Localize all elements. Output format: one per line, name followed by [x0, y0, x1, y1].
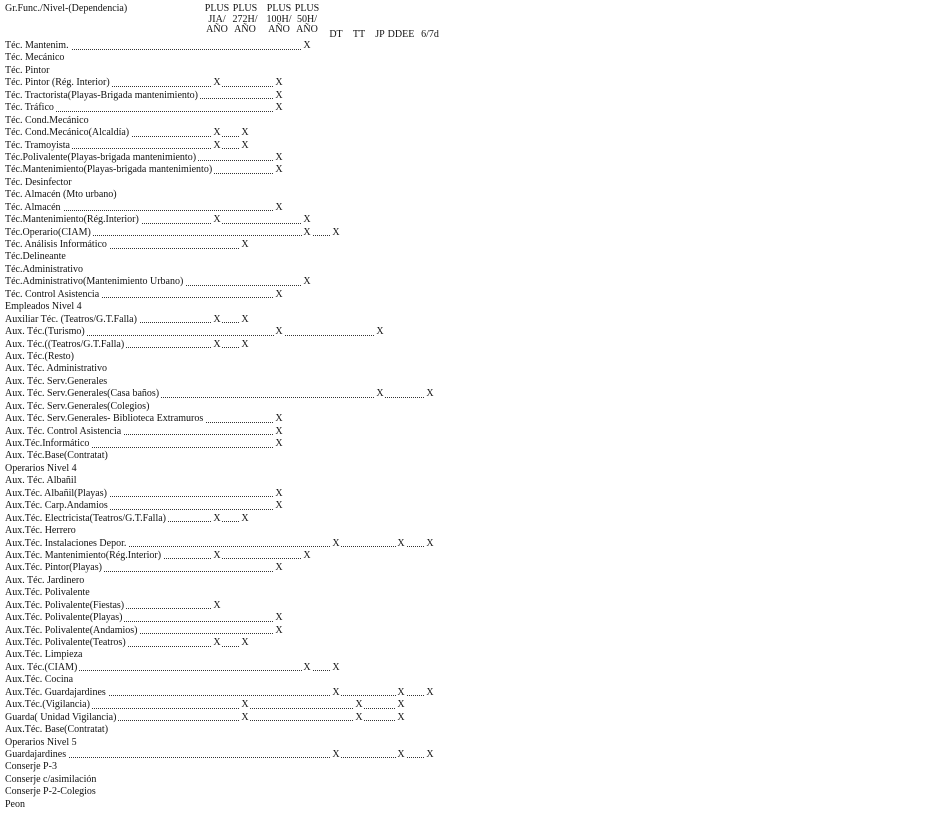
row-label: Aux.Téc. Limpieza [5, 649, 83, 661]
mark-h272: X [241, 239, 249, 250]
table-row [0, 761, 946, 773]
table-row [0, 127, 946, 139]
table-row [0, 276, 946, 288]
row-label: Aux. Téc. Serv.Generales [5, 375, 108, 387]
mark-h272: X [241, 637, 249, 648]
header-line: 50H/ [297, 13, 317, 25]
mark-h100: X [275, 326, 283, 338]
table-row [0, 488, 946, 500]
table-row [0, 189, 946, 201]
table-row [0, 587, 946, 599]
table-row [0, 40, 946, 52]
table-row [0, 289, 946, 301]
dotted-leader [40, 210, 279, 211]
mark-jia: X [213, 637, 221, 648]
row-label: Téc.Mantenimiento(Playas-brigada mantenimiento) [5, 164, 213, 176]
row-label: Aux.Téc.(Vigilancia) [5, 699, 90, 711]
header-line: DT [329, 29, 343, 40]
dotted-leader [40, 111, 279, 112]
header-line: 100H/ [266, 13, 292, 25]
row-label: Aux. Téc. Serv.Generales(Casa baños) [5, 388, 160, 400]
table-row [0, 177, 946, 189]
mark-tt: X [355, 711, 363, 723]
table-row [0, 500, 946, 512]
mark-dt: X [332, 537, 340, 549]
row-label: Guardajardines [5, 748, 67, 760]
table-row [0, 77, 946, 89]
row-label: Aux.Téc. Polivalente(Andamios) [5, 624, 138, 636]
mark-d67: X [426, 686, 434, 698]
row-label: Téc.Operario(CIAM) [5, 226, 91, 238]
row-label: Aux.Téc. Cocina [5, 674, 74, 686]
table-row [0, 662, 946, 674]
row-label: Téc. Control Asistencia [5, 288, 100, 300]
table-row [0, 550, 946, 562]
mark-h100: X [275, 612, 283, 624]
mark-d67: X [426, 748, 434, 760]
row-label: Aux. Téc.(Turismo) [5, 326, 85, 338]
table-row [0, 102, 946, 114]
row-label: Aux.Téc. Instalaciones Depor. [5, 537, 127, 549]
row-label: Aux.Téc. Albañil(Playas) [5, 487, 107, 499]
mark-h100: X [275, 500, 283, 512]
row-label: Operarios Nivel 5 [5, 736, 77, 748]
row-label: Auxiliar Téc. (Teatros/G.T.Falla) [5, 313, 137, 325]
mark-ddee: X [397, 748, 405, 760]
header-line: AÑO [268, 24, 290, 35]
mark-h272: X [241, 699, 249, 711]
table-row [0, 712, 946, 724]
mark-h100: X [275, 201, 283, 213]
mark-ddee: X [397, 686, 405, 698]
table-row [0, 65, 946, 77]
row-label: Téc. Análisis Informático [5, 239, 107, 250]
mark-d67: X [426, 388, 434, 400]
mark-jia: X [213, 139, 221, 151]
table-row [0, 426, 946, 438]
header-line: TT [352, 29, 366, 40]
row-label: Téc.Delineante [5, 251, 66, 263]
row-label: Téc. Tráfico [5, 102, 54, 114]
header-first-column: Gr.Func./Nivel-(Dependencia) [5, 3, 128, 14]
row-label: Aux.Téc. Herrero [5, 525, 76, 537]
row-label: Aux.Téc. Polivalente(Fiestas) [5, 599, 125, 611]
mark-d67: X [426, 537, 434, 549]
table-row [0, 749, 946, 761]
row-label: Aux.Téc. Base(Contratat) [5, 724, 109, 736]
table-row [0, 637, 946, 649]
mark-h50: X [303, 661, 311, 673]
mark-jp: X [376, 388, 384, 400]
header-line: AÑO [206, 24, 228, 35]
row-label: Téc.Administrativo [5, 263, 84, 275]
table-row [0, 388, 946, 400]
mark-h50: X [303, 226, 311, 238]
mark-h100: X [275, 438, 283, 449]
row-label: Téc. Cond.Mecánico(Alcaldía) [5, 127, 130, 139]
table-row [0, 562, 946, 574]
mark-h50: X [303, 40, 311, 51]
mark-jia: X [213, 549, 221, 561]
mark-dt: X [332, 686, 340, 698]
header-line: 6/7d [421, 29, 439, 40]
table-row [0, 625, 946, 637]
table-row [0, 52, 946, 64]
table-row [0, 538, 946, 550]
mark-jia: X [213, 338, 221, 350]
row-label: Téc. Desinfector [5, 176, 72, 188]
dotted-leader [40, 757, 430, 758]
table-row [0, 401, 946, 413]
row-label: Conserje c/asimilación [5, 773, 97, 785]
header-column-d67 [410, 30, 450, 41]
table-row [0, 413, 946, 425]
row-label: Aux. Téc. Serv.Generales(Colegios) [5, 400, 150, 412]
table-row [0, 90, 946, 102]
dotted-leader [40, 335, 380, 336]
mark-h100: X [275, 77, 283, 89]
row-label: Aux.Téc.Informático [5, 438, 90, 449]
row-label: Aux. Téc.(Resto) [5, 350, 74, 362]
table-row [0, 202, 946, 214]
mark-h272: X [241, 711, 249, 723]
header-line: JIA/ [208, 13, 226, 25]
table-row [0, 786, 946, 798]
table-row [0, 438, 946, 450]
table-row [0, 674, 946, 686]
row-label: Aux. Téc.Base(Contratat) [5, 450, 108, 462]
mark-jia: X [213, 512, 221, 524]
mark-jia: X [213, 599, 221, 611]
mark-h100: X [275, 164, 283, 176]
header-line: PLUS [294, 3, 320, 14]
mark-ddee: X [397, 711, 405, 723]
table-row [0, 774, 946, 786]
table-row [0, 687, 946, 699]
table-row [0, 115, 946, 127]
header-line: 272H/ [232, 13, 258, 25]
header-line: PLUS [204, 3, 230, 14]
table-row [0, 339, 946, 351]
row-label: Conserje P-3 [5, 761, 57, 773]
row-label: Aux.Téc. Guardajardines [5, 686, 106, 698]
mark-h272: X [241, 313, 249, 325]
mark-h100: X [275, 425, 283, 437]
mark-h50: X [303, 276, 311, 288]
mark-h100: X [275, 562, 283, 574]
table-row [0, 214, 946, 226]
table-row [0, 600, 946, 612]
row-label: Operarios Nivel 4 [5, 462, 77, 474]
table-row [0, 463, 946, 475]
table-row [0, 152, 946, 164]
mark-h100: X [275, 413, 283, 425]
header-line: AÑO [234, 24, 256, 35]
mark-h100: X [275, 151, 283, 163]
table-row [0, 363, 946, 375]
table-row [0, 301, 946, 313]
mark-h100: X [275, 624, 283, 636]
row-label: Aux.Téc. Polivalente(Playas) [5, 612, 123, 624]
table-row [0, 649, 946, 661]
header-line: JP [375, 29, 385, 40]
table-row [0, 140, 946, 152]
table-row [0, 326, 946, 338]
table-row [0, 239, 946, 251]
table-row [0, 314, 946, 326]
row-label: Aux.Téc. Polivalente(Teatros) [5, 637, 126, 648]
mark-h50: X [303, 549, 311, 561]
row-label: Peon [5, 798, 25, 810]
row-label: Aux. Téc.(CIAM) [5, 661, 78, 673]
row-label: Aux.Téc. Polivalente [5, 587, 90, 599]
row-label: Guarda( Unidad Vigilancia) [5, 711, 117, 723]
table-row [0, 799, 946, 811]
row-label: Téc. Mecánico [5, 52, 65, 64]
row-label: Aux. Téc. Administrativo [5, 363, 108, 375]
row-label: Aux. Téc. Albañil [5, 475, 77, 487]
row-label: Téc.Administrativo(Mantenimiento Urbano) [5, 276, 184, 288]
row-label: Téc.Mantenimiento(Rég.Interior) [5, 214, 139, 226]
table-row [0, 251, 946, 263]
mark-jia: X [213, 313, 221, 325]
header-line: DDEE [387, 29, 415, 40]
mark-h50: X [303, 214, 311, 226]
mark-h100: X [275, 102, 283, 114]
header-line: PLUS [266, 3, 292, 14]
mark-h272: X [241, 139, 249, 151]
row-label: Aux.Téc. Mantenimiento(Rég.Interior) [5, 549, 162, 561]
table-row [0, 450, 946, 462]
row-label: Aux. Téc. Jardinero [5, 574, 85, 586]
mark-ddee: X [397, 537, 405, 549]
table-row [0, 227, 946, 239]
dotted-leader [40, 49, 307, 50]
mark-tt: X [355, 699, 363, 711]
mark-dt: X [332, 226, 340, 238]
row-label: Aux.Téc. Carp.Andamios [5, 500, 108, 512]
row-label: Téc. Tramoyista [5, 139, 70, 151]
row-label: Empleados Nivel 4 [5, 301, 82, 313]
row-label: Aux.Téc. Pintor(Playas) [5, 562, 102, 574]
mark-h272: X [241, 338, 249, 350]
table-row [0, 513, 946, 525]
header-line: AÑO [296, 24, 318, 35]
row-label: Téc. Tractorista(Playas-Brigada mantenimiento) [5, 89, 199, 101]
row-label: Aux.Téc. Electricista(Teatros/G.T.Falla) [5, 512, 166, 524]
table-row [0, 612, 946, 624]
row-label: Téc. Mantenim. [5, 40, 69, 51]
mark-h100: X [275, 288, 283, 300]
mark-h100: X [275, 487, 283, 499]
table-row [0, 737, 946, 749]
row-label: Conserje P-2-Colegios [5, 786, 96, 798]
table-row [0, 351, 946, 363]
table-row [0, 164, 946, 176]
table-row [0, 475, 946, 487]
dotted-leader [40, 670, 336, 671]
mark-jp: X [376, 326, 384, 338]
dotted-leader [40, 708, 401, 709]
table-row [0, 575, 946, 587]
row-label: Aux. Téc. Serv.Generales- Biblioteca Extramuros [5, 413, 204, 425]
row-label: Téc. Pintor (Rég. Interior) [5, 77, 110, 89]
mark-jia: X [213, 77, 221, 89]
header-line: PLUS [232, 3, 258, 14]
mark-h272: X [241, 512, 249, 524]
table-body [0, 40, 946, 811]
row-label: Téc. Almacén [5, 201, 61, 213]
table-row [0, 724, 946, 736]
table-row [0, 264, 946, 276]
row-label: Téc. Pintor [5, 64, 50, 76]
table-row [0, 376, 946, 388]
row-label: Aux. Téc. Control Asistencia [5, 425, 122, 437]
row-label: Aux. Téc.((Teatros/G.T.Falla) [5, 338, 125, 350]
mark-h272: X [241, 127, 249, 139]
row-label: Téc. Cond.Mecánico [5, 114, 89, 126]
mark-h100: X [275, 89, 283, 101]
table-row [0, 699, 946, 711]
row-label: Téc. Almacén (Mto urbano) [5, 189, 117, 201]
mark-dt: X [332, 748, 340, 760]
mark-dt: X [332, 661, 340, 673]
mark-jia: X [213, 127, 221, 139]
row-label: Téc.Polivalente(Playas-brigada mantenimiento) [5, 151, 197, 163]
mark-ddee: X [397, 699, 405, 711]
table-row [0, 525, 946, 537]
mark-jia: X [213, 214, 221, 226]
